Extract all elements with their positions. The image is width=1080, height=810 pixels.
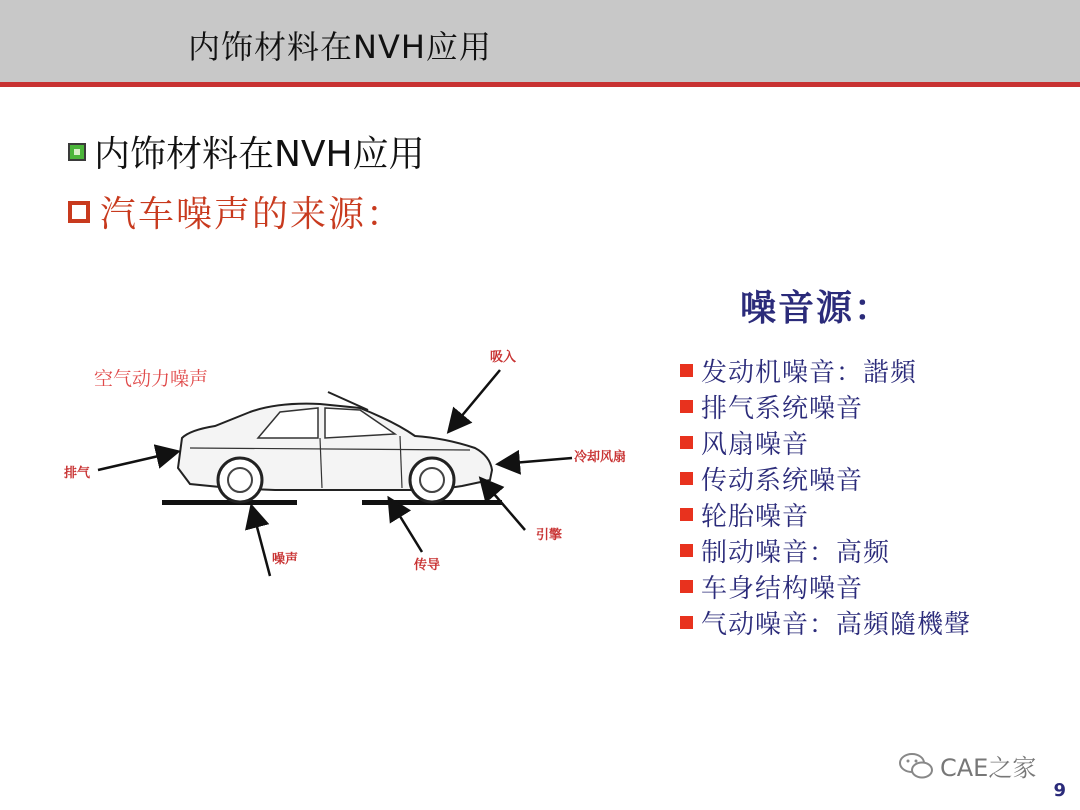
label-engine: 引擎	[536, 528, 563, 543]
watermark-text: CAE之家	[940, 754, 1037, 782]
label-intake: 吸入	[490, 350, 517, 365]
red-bullet-icon	[680, 508, 693, 521]
wechat-icon	[898, 751, 934, 781]
label-exhaust: 排气	[64, 466, 91, 481]
red-square-bullet-icon	[68, 201, 90, 223]
rear-wheel	[218, 458, 262, 502]
front-wheel	[410, 458, 454, 502]
label-transmission: 传导	[414, 558, 441, 573]
slide-title: 内饰材料在NVH应用	[188, 28, 492, 66]
red-bullet-icon	[680, 400, 693, 413]
red-bullet-icon	[680, 580, 693, 593]
list-item: 风扇噪音	[680, 424, 971, 460]
list-item: 车身结构噪音	[680, 568, 971, 604]
car-noise-diagram	[50, 330, 660, 590]
label-noise: 噪声	[272, 552, 299, 567]
list-item: 气动噪音：高頻隨機聲	[680, 604, 971, 640]
title-bar	[0, 0, 1080, 82]
bullet1-text: 内饰材料在NVH应用	[94, 134, 425, 175]
red-bullet-icon	[680, 364, 693, 377]
watermark	[898, 748, 1036, 783]
bullet2-text: 汽车噪声的来源：	[100, 194, 405, 235]
title-divider	[0, 82, 1080, 87]
list-item: 发动机噪音：諧頻	[680, 352, 971, 388]
list-item: 传动系统噪音	[680, 460, 971, 496]
red-bullet-icon	[680, 544, 693, 557]
list-item: 轮胎噪音	[680, 496, 971, 532]
label-cooling-fan: 冷却风扇	[574, 450, 627, 465]
noise-sources-list	[680, 352, 971, 640]
bullet-interior-materials	[68, 126, 425, 177]
bullet-noise-sources	[68, 186, 404, 237]
green-square-bullet-icon	[68, 143, 86, 161]
label-air-noise: 空气动力噪声	[94, 368, 209, 390]
list-item: 排气系统噪音	[680, 388, 971, 424]
red-bullet-icon	[680, 436, 693, 449]
red-bullet-icon	[680, 472, 693, 485]
page-number: 9	[1053, 780, 1066, 801]
noise-sources-heading: 噪音源：	[740, 287, 893, 329]
list-item: 制动噪音：高频	[680, 532, 971, 568]
red-bullet-icon	[680, 616, 693, 629]
